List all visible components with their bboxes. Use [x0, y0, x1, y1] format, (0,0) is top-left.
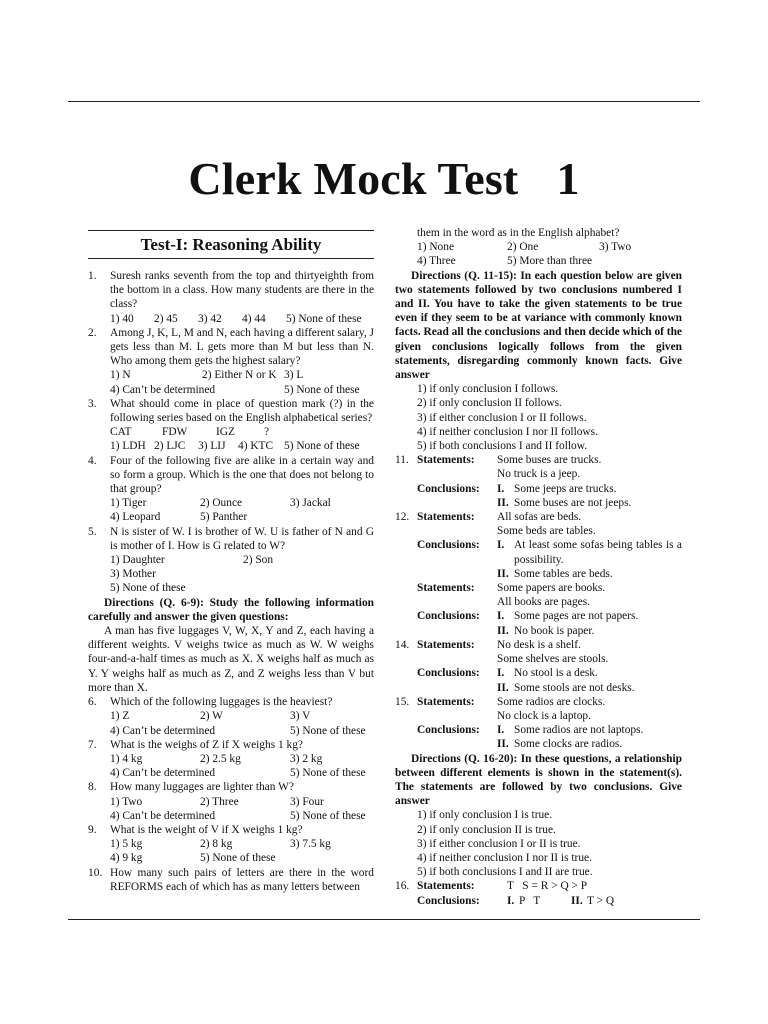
statement: T S = R > Q > P	[507, 880, 588, 893]
question-text: Suresh ranks seventh from the top and thirtyeighth from the bottom in a class. How many students are there in the class?	[110, 270, 374, 311]
question-number: 9.	[88, 823, 97, 836]
option: 1) N	[110, 369, 131, 382]
series-term: ?	[264, 426, 270, 439]
roman-numeral: II.	[497, 738, 509, 751]
question-11-conclusions	[395, 482, 682, 510]
option: 3) L	[284, 369, 304, 382]
statements-label: Statements:	[417, 582, 475, 595]
statement: Some buses are trucks.	[497, 454, 602, 467]
conclusion: Some pages are not papers.	[514, 610, 639, 623]
options-2b	[88, 383, 374, 397]
option: 5) None of these	[110, 582, 186, 595]
question-number: 2.	[88, 326, 97, 339]
conclusions-label: Conclusions:	[417, 539, 480, 552]
roman-numeral: I.	[497, 724, 505, 737]
roman-numeral: I.	[497, 482, 505, 495]
series-term: CAT	[110, 426, 132, 439]
question-13-conclusions	[395, 609, 682, 637]
option: 2) 2.5 kg	[200, 752, 241, 765]
option: 1) Z	[110, 710, 130, 723]
option: 1) 40	[110, 312, 134, 325]
statement: No truck is a jeep.	[497, 468, 581, 481]
question-11-statements	[395, 453, 682, 481]
options-5a	[88, 553, 374, 567]
option: 5) None of these	[200, 852, 276, 865]
option: 2) Either N or K	[202, 369, 277, 382]
statements-text	[497, 581, 682, 609]
question-number: 11.	[395, 454, 409, 467]
option: 1) LDH	[110, 440, 146, 453]
option: 3) 42	[198, 312, 222, 325]
roman-numeral: I.	[497, 539, 505, 552]
options-10a	[395, 240, 682, 254]
question-4	[88, 454, 374, 497]
series-term: IGZ	[216, 426, 235, 439]
options-7a	[88, 752, 374, 766]
series-term: FDW	[162, 426, 188, 439]
question-number: 12.	[395, 511, 410, 524]
option: 2) W	[200, 710, 223, 723]
question-3	[88, 397, 374, 425]
option: 5) None of these	[290, 767, 366, 780]
answer-key: 1) if only conclusion I follows.	[417, 383, 559, 396]
question-number: 5.	[88, 525, 97, 538]
option: 3) 2 kg	[290, 752, 323, 765]
statement: Some papers are books.	[497, 582, 606, 595]
section-heading: Test-I: Reasoning Ability	[88, 230, 374, 259]
title-main: Clerk Mock Test	[188, 153, 519, 204]
option: 5) Panther	[200, 511, 248, 524]
option: 1) 4 kg	[110, 752, 143, 765]
answer-key: 3) if either conclusion I or II is true.	[417, 837, 581, 850]
question-number: 6.	[88, 696, 97, 709]
statements-label: Statements:	[417, 511, 475, 524]
statements-text	[497, 695, 682, 723]
statement: No clock is a laptop.	[497, 709, 591, 722]
conclusions-text	[497, 538, 682, 581]
conclusions-label: Conclusions:	[417, 610, 480, 623]
question-text: Which of the following luggages is the heaviest?	[110, 696, 333, 709]
option: 1) Tiger	[110, 497, 147, 510]
question-text: What is the weight of V if X weighs 1 kg?	[110, 823, 303, 836]
options-4b	[88, 510, 374, 524]
question-text: N is sister of W. I is brother of W. U is father of N and G is mother of I. How is G related to W?	[110, 525, 374, 552]
option: 2) 8 kg	[200, 838, 233, 851]
question-10-continued: them in the word as in the English alphabet?	[417, 227, 620, 239]
statements-text	[497, 638, 682, 666]
answer-key: 5) if both conclusions I and II follow.	[417, 440, 588, 453]
option: 2) Son	[243, 554, 274, 567]
question-10	[88, 866, 374, 894]
question-15-statements	[395, 695, 682, 723]
column-divider	[384, 226, 385, 906]
conclusion: At least some sofas being tables is a possibility.	[514, 539, 682, 566]
question-number: 4.	[88, 454, 97, 467]
option: 4) Can’t be determined	[110, 724, 216, 737]
question-16-statements	[395, 879, 682, 893]
question-text: How many luggages are lighter than W?	[110, 781, 294, 794]
right-column	[395, 226, 682, 908]
answer-key: 2) if only conclusion II is true.	[417, 823, 556, 836]
series-3	[88, 425, 374, 439]
question-number: 16.	[395, 880, 410, 893]
question-number: 8.	[88, 781, 97, 794]
answer-key: 5) if both conclusions I and II are true.	[417, 866, 593, 879]
conclusions-label: Conclusions:	[417, 894, 480, 907]
option: 1) Daughter	[110, 554, 165, 567]
options-3	[88, 439, 374, 453]
directions-6-9: Directions (Q. 6-9): Study the following information carefully and answer the given questions:	[88, 596, 374, 623]
question-number: 15.	[395, 695, 410, 708]
option: 4) KTC	[238, 440, 274, 453]
option: 3) Two	[599, 241, 632, 254]
conclusion: Some jeeps are trucks.	[514, 482, 617, 495]
question-number: 14.	[395, 638, 410, 651]
roman-numeral: I.	[497, 667, 505, 680]
question-9	[88, 823, 374, 837]
options-2a	[88, 368, 374, 382]
question-number: 10.	[88, 866, 103, 879]
options-1	[88, 312, 374, 326]
answer-key: 3) if either conclusion I or II follows.	[417, 411, 587, 424]
option: 4) 44	[242, 312, 266, 325]
option: 1) None	[417, 241, 455, 254]
conclusion: Some tables are beds.	[514, 567, 613, 580]
conclusions-label: Conclusions:	[417, 482, 480, 495]
question-12-conclusions	[395, 538, 682, 581]
conclusions-label: Conclusions:	[417, 724, 480, 737]
option: 3) 7.5 kg	[290, 838, 331, 851]
option: 2) Three	[200, 795, 239, 808]
option: 3) V	[290, 710, 311, 723]
question-number: 1.	[88, 270, 97, 282]
conclusions-text	[497, 894, 682, 908]
question-2	[88, 326, 374, 369]
option: 2) One	[507, 241, 539, 254]
answer-key: 4) if neither conclusion I nor II follows.	[417, 425, 598, 438]
question-13-statements	[395, 581, 682, 609]
question-number: 3.	[88, 397, 97, 410]
statement: Some radios are clocks.	[497, 695, 606, 708]
option: 4) Can’t be determined	[110, 767, 216, 780]
question-14-statements	[395, 638, 682, 666]
question-text: What should come in place of question mark (?) in the following series based on the English alphabetical series?	[110, 397, 374, 425]
question-text: What is the weighs of Z if X weighs 1 kg?	[110, 738, 303, 751]
option: 5) None of these	[286, 312, 362, 325]
question-text: Among J, K, L, M and N, each having a different salary, J gets less than M. L gets more than M but less than N. Who among them gets the highest salary?	[110, 326, 374, 368]
roman-numeral: II.	[571, 894, 583, 907]
statement: Some shelves are stools.	[497, 653, 609, 666]
question-15-conclusions	[395, 723, 682, 751]
options-7b	[88, 766, 374, 780]
option: 1) Two	[110, 795, 143, 808]
statement: No desk is a shelf.	[497, 638, 581, 651]
conclusion: Some clocks are radios.	[514, 738, 623, 751]
statement: Some beds are tables.	[497, 525, 596, 538]
question-14-conclusions	[395, 666, 682, 694]
options-6a	[88, 709, 374, 723]
option: 4) Leopard	[110, 511, 161, 524]
option: 2) LJC	[154, 440, 186, 453]
top-rule	[68, 101, 700, 102]
options-4a	[88, 496, 374, 510]
roman-numeral: II.	[497, 567, 509, 580]
left-column	[88, 230, 374, 894]
title-number: 1	[556, 153, 580, 204]
option: 5) None of these	[290, 809, 366, 822]
roman-numeral: II.	[497, 496, 509, 509]
statements-text	[497, 453, 682, 481]
page-title	[0, 152, 768, 205]
option: 4) Three	[417, 255, 456, 268]
options-6b	[88, 724, 374, 738]
question-7	[88, 738, 374, 752]
option: 3) LIJ	[198, 440, 226, 453]
question-text: How many such pairs of letters are there in the word REFORMS each of which has as many letters between	[110, 866, 374, 893]
roman-numeral: II.	[497, 624, 509, 637]
answer-key: 1) if only conclusion I is true.	[417, 809, 553, 822]
statements-label: Statements:	[417, 695, 475, 708]
conclusions-text	[497, 666, 682, 694]
conclusion: Some buses are not jeeps.	[514, 496, 632, 509]
statement: All books are pages.	[497, 596, 590, 609]
question-6	[88, 695, 374, 709]
question-16-conclusions	[395, 894, 682, 908]
option: 5) None of these	[284, 440, 360, 453]
conclusions-text	[497, 482, 682, 510]
conclusion: T > Q	[587, 894, 615, 907]
option: 5) None of these	[284, 383, 360, 396]
roman-numeral: II.	[497, 681, 509, 694]
options-9b	[88, 851, 374, 865]
question-1	[88, 269, 374, 312]
conclusion: No book is paper.	[514, 624, 595, 637]
options-9a	[88, 837, 374, 851]
question-12-statements	[395, 510, 682, 538]
option: 5) None of these	[290, 724, 366, 737]
question-number: 7.	[88, 738, 97, 751]
statements-label: Statements:	[417, 454, 475, 467]
option: 1) 5 kg	[110, 838, 143, 851]
conclusions-text	[497, 723, 682, 751]
question-text: Four of the following five are alike in a certain way and so form a group. Which is the one that does not belong to that group?	[110, 454, 374, 496]
option: 3) Mother	[110, 568, 156, 581]
directions-16-20: Directions (Q. 16-20): In these questions, a relationship between different elements is shown in the statement(s). The statements are followed by two conclusions. Give answer	[395, 752, 682, 808]
option: 4) 9 kg	[110, 852, 143, 865]
question-8	[88, 780, 374, 794]
statements-text	[497, 510, 682, 538]
answer-key: 2) if only conclusion II follows.	[417, 397, 562, 410]
option: 2) Ounce	[200, 497, 243, 510]
option: 4) Can’t be determined	[110, 809, 216, 822]
roman-numeral: I.	[507, 894, 515, 907]
passage-6-9: A man has five luggages V, W, X, Y and Z, each having a different weights. V weighs twice as much as W. W weighs four-and-a-half times as much as X. X weighs half as much as Y. Y weighs half as much as Z, and Z weighs less than V but more than X.	[88, 625, 374, 694]
conclusion: No stool is a desk.	[514, 667, 598, 680]
option: 3) Four	[290, 795, 324, 808]
conclusion: Some radios are not laptops.	[514, 724, 644, 737]
statements-label: Statements:	[417, 638, 475, 651]
options-8b	[88, 809, 374, 823]
statements-label: Statements:	[417, 880, 475, 893]
statement: All sofas are beds.	[497, 511, 582, 524]
directions-11-15: Directions (Q. 11-15): In each question below are given two statements followed by two conclusions numbered I and II. You have to take the given statements to be true even if they seem to be at variance with commonly known facts. Read all the conclusions and then decide which of the given conclusions logically follows from the given statements, disregarding commonly known facts. Give answer	[395, 269, 682, 382]
option: 2) 45	[154, 312, 178, 325]
options-10b	[395, 254, 682, 268]
option: 5) More than three	[507, 255, 593, 268]
conclusions-label: Conclusions:	[417, 667, 480, 680]
roman-numeral: I.	[497, 610, 505, 623]
conclusion: P T	[519, 894, 541, 907]
answer-key: 4) if neither conclusion I nor II is true.	[417, 851, 592, 864]
option: 4) Can’t be determined	[110, 383, 216, 396]
option: 3) Jackal	[290, 497, 331, 510]
bottom-rule	[68, 919, 700, 920]
conclusion: Some stools are not desks.	[514, 681, 635, 694]
question-5	[88, 525, 374, 553]
conclusions-text	[497, 609, 682, 637]
options-8a	[88, 795, 374, 809]
